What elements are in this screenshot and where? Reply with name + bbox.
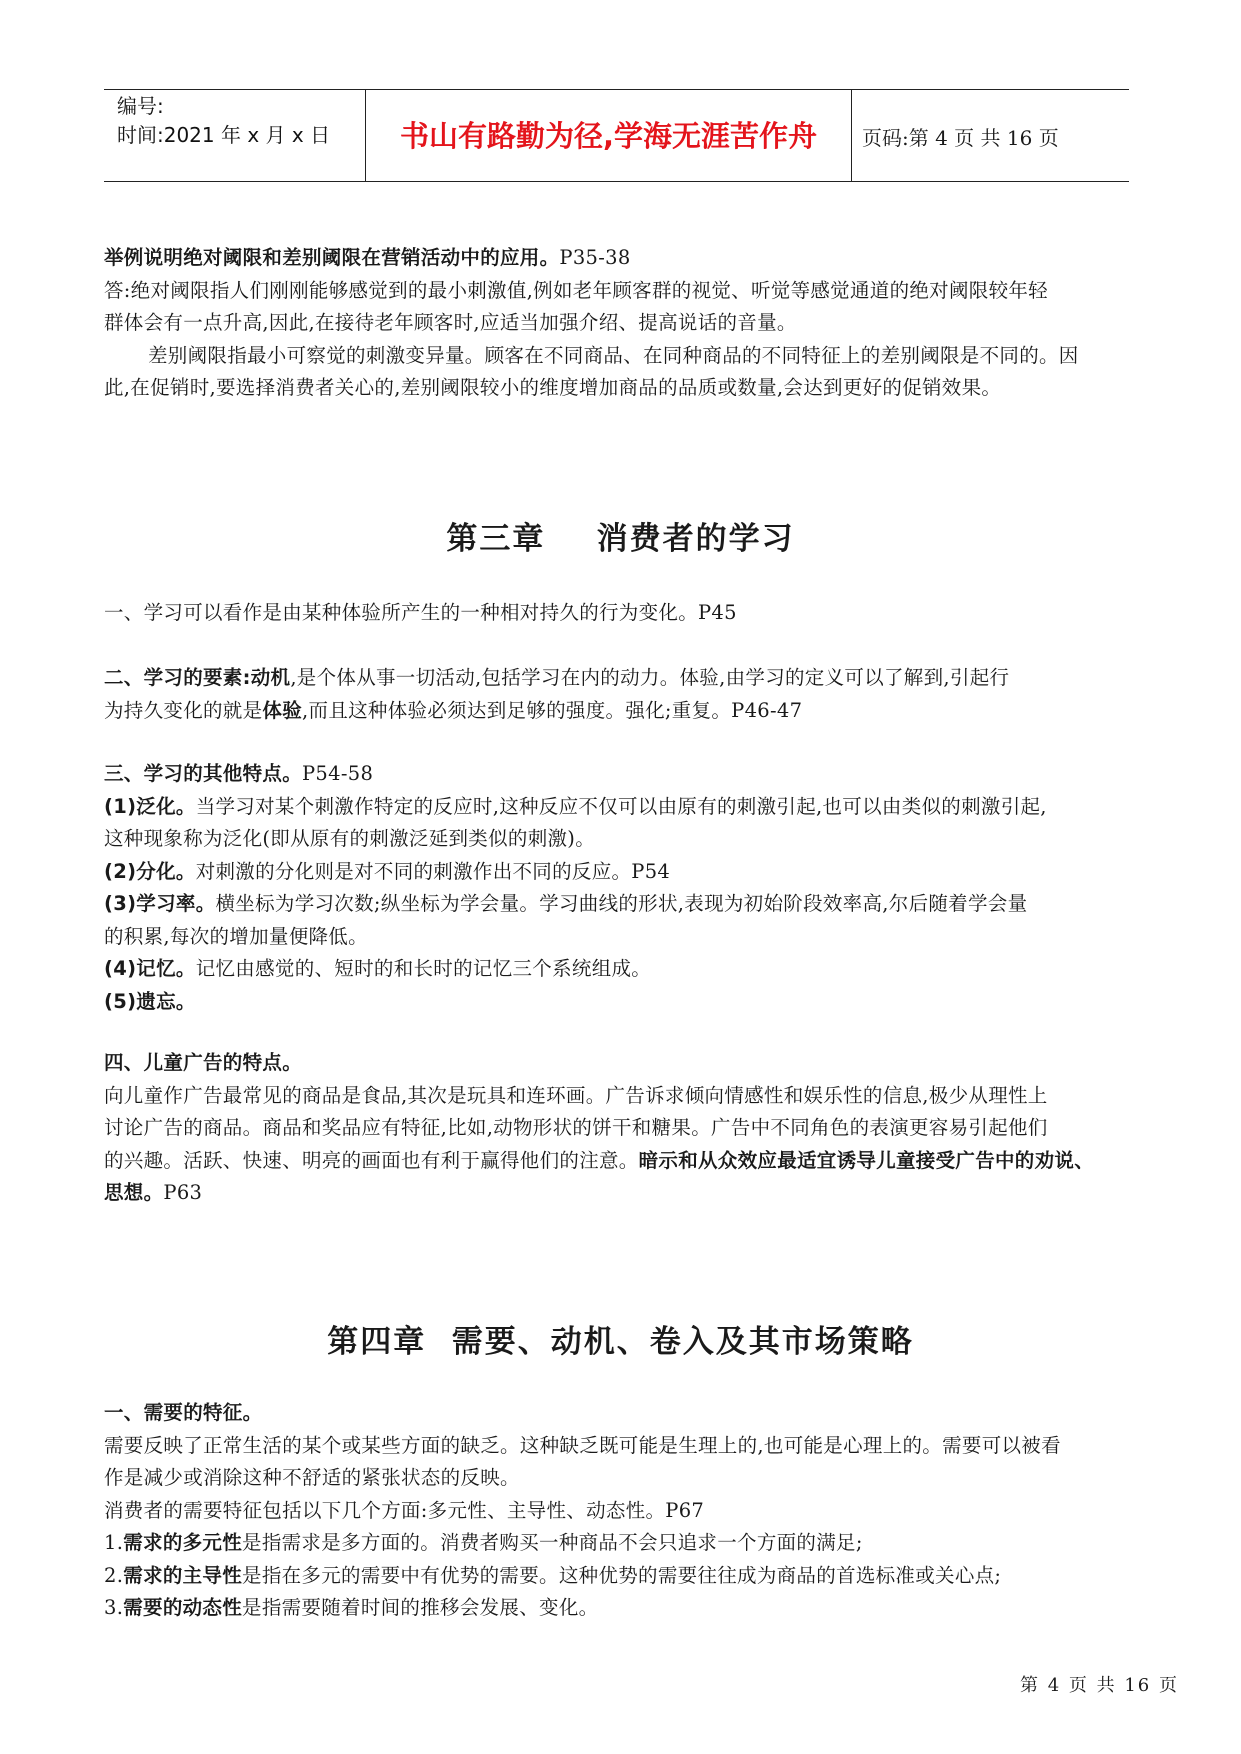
chapter4-feature-3-term: 需要的动态性 — [123, 1596, 243, 1619]
chapter3-item4-bold-4: 思想。 — [104, 1181, 164, 1204]
chapter4-feature-2-text: 是指在多元的需要中有优势的需要。这种优势的需要往往成为商品的首选标准或关心点; — [242, 1563, 1002, 1587]
chapter3-item2-text-3: ,而且这种体验必须达到足够的强度。强化;重复。P46-47 — [302, 698, 803, 722]
chapter3-point1-line-1 — [104, 791, 1177, 824]
thresholds-answer-line-1: 答:绝对阈限指人们刚刚能够感觉到的最小刺激值,例如老年顾客群的视觉、听觉等感觉通道的绝对阈限较年轻 — [104, 278, 1048, 302]
chapter3-title: 第三章 消费者的学习 — [446, 521, 795, 557]
chapter3-point1-text-2: 这种现象称为泛化(即从原有的刺激泛延到类似的刺激)。 — [104, 827, 596, 850]
chapter4-feature-2 — [104, 1560, 1177, 1593]
chapter4-feature-1 — [104, 1527, 1177, 1560]
thresholds-answer-line-2: 群体会有一点升高,因此,在接待老年顾客时,应适当加强介绍、提高说话的音量。 — [104, 311, 797, 334]
chapter3-item2-text-2: 为持久变化的就是 — [104, 698, 263, 722]
chapter3-point2-heading: (2)分化。 — [104, 859, 196, 883]
chapter3-point5-line — [104, 986, 1177, 1019]
chapter3-item2-bold-motivation: 动机 — [250, 666, 291, 689]
chapter4-feature-3 — [104, 1592, 1177, 1625]
chapter3-point3-heading: (3)学习率。 — [104, 892, 216, 915]
chapter3-point1-heading: (1)泛化。 — [104, 794, 196, 818]
chapter3-item4-ref: P63 — [163, 1181, 203, 1204]
chapter3-item3-ref: P54-58 — [302, 762, 374, 785]
chapter4-line-1: 需要反映了正常生活的某个或某些方面的缺乏。这种缺乏既可能是生理上的,也可能是心理上的。需要可以被看 — [104, 1433, 1061, 1457]
header-number: 编号: — [117, 94, 164, 118]
chapter4-line-2: 作是减少或消除这种不舒适的紧张状态的反映。 — [104, 1466, 520, 1489]
chapter3-item2-heading: 二、学习的要素: — [104, 666, 251, 689]
chapter3-point4-text: 记忆由感觉的、短时的和长时的记忆三个系统组成。 — [195, 957, 652, 980]
chapter3-point2-text: 对刺激的分化则是对不同的刺激作出不同的反应。P54 — [195, 859, 671, 883]
chapter3-item2 — [104, 662, 1177, 727]
chapter3-point4-heading: (4)记忆。 — [104, 957, 196, 980]
chapter4-feature-1-term: 需求的多元性 — [123, 1531, 243, 1554]
thresholds-question-ref: P35-38 — [559, 246, 631, 269]
chapter3-point4-line — [104, 953, 1177, 986]
header-meta — [117, 92, 330, 150]
chapter4-feature-3-num: 3. — [104, 1596, 124, 1619]
thresholds-question-line — [104, 242, 1177, 275]
chapter3-point2-line — [104, 856, 1177, 889]
header-divider-left — [365, 90, 366, 181]
chapter3-item2-text-1: ,是个体从事一切活动,包括学习在内的动力。体验,由学习的定义可以了解到,引起行 — [290, 666, 1010, 689]
chapter3-point1-text-1: 当学习对某个刺激作特定的反应时,这种反应不仅可以由原有的刺激引起,也可以由类似的刺激引起, — [195, 794, 1047, 818]
page-footer: 第 4 页 共 16 页 — [1020, 1675, 1179, 1696]
chapter4-feature-3-text: 是指需要随着时间的推移会发展、变化。 — [242, 1596, 599, 1619]
thresholds-section — [104, 242, 1177, 405]
chapter3-point5-heading: (5)遗忘。 — [104, 989, 196, 1013]
header-motto: 书山有路勤为径,学海无涯苦作舟 — [399, 119, 818, 153]
chapter3-item1 — [104, 597, 1177, 630]
chapter4-feature-1-num: 1. — [104, 1531, 124, 1554]
thresholds-answer-line-3: 差别阈限指最小可察觉的刺激变异量。顾客在不同商品、在同种商品的不同特征上的差别阈限是不同的。因 — [148, 343, 1079, 367]
chapter3-point3-text-2: 的积累,每次的增加量便降低。 — [104, 924, 368, 948]
header-page-info: 页码:第 4 页 共 16 页 — [862, 126, 1059, 150]
chapter3-item4-line-1: 向儿童作广告最常见的商品是食品,其次是玩具和连环画。广告诉求倾向情感性和娱乐性的信息,极少从理性上 — [104, 1083, 1048, 1107]
thresholds-answer-line-4: 此,在促销时,要选择消费者关心的,差别阈限较小的维度增加商品的品质或数量,会达到更好的促销效果。 — [104, 376, 1002, 399]
chapter3-point3-text-1: 横坐标为学习次数;纵坐标为学会量。学习曲线的形状,表现为初始阶段效率高,尔后随着学会量 — [215, 892, 1028, 915]
chapter4-item1 — [104, 1397, 1177, 1625]
header-divider-right — [851, 90, 852, 181]
thresholds-question: 举例说明绝对阈限和差别阈限在营销活动中的应用。 — [104, 246, 560, 269]
chapter4-feature-1-text: 是指需求是多方面的。消费者购买一种商品不会只追求一个方面的满足; — [242, 1531, 863, 1554]
chapter3-point3-line-1 — [104, 888, 1177, 921]
chapter4-feature-2-num: 2. — [104, 1563, 124, 1587]
chapter3-item3-heading-line — [104, 758, 1177, 791]
chapter3-item4-line-3 — [104, 1145, 1177, 1178]
header-bottom-rule — [104, 181, 1129, 182]
chapter4-item1-heading: 一、需要的特征。 — [104, 1401, 263, 1424]
chapter4-line-3: 消费者的需要特征包括以下几个方面:多元性、主导性、动态性。P67 — [104, 1498, 705, 1522]
chapter3-item4-text-3: 的兴趣。活跃、快速、明亮的画面也有利于赢得他们的注意。 — [104, 1148, 639, 1172]
chapter3-item2-line-2 — [104, 695, 1177, 728]
chapter3-item4-bold-3: 暗示和从众效应最适宜诱导儿童接受广告中的劝说、 — [638, 1148, 1095, 1172]
chapter3-item4-line-4 — [104, 1177, 1177, 1210]
chapter3-item4 — [104, 1047, 1177, 1210]
chapter3-item1-text: 一、学习可以看作是由某种体验所产生的一种相对持久的行为变化。P45 — [104, 601, 737, 624]
header-top-rule — [104, 89, 1129, 90]
chapter3-item2-bold-experience: 体验 — [262, 698, 303, 722]
chapter4-feature-2-term: 需求的主导性 — [123, 1563, 243, 1587]
chapter3-item3-heading: 三、学习的其他特点。 — [104, 762, 303, 785]
header-time: 时间:2021 年 x 月 x 日 — [117, 123, 331, 147]
chapter3-item2-line-1 — [104, 662, 1177, 695]
chapter3-item4-line-2: 讨论广告的商品。商品和奖品应有特征,比如,动物形状的饼干和糖果。广告中不同角色的表演更容易引起他们 — [104, 1116, 1048, 1139]
chapter4-title: 第四章 需要、动机、卷入及其市场策略 — [327, 1324, 914, 1360]
chapter3-item3 — [104, 758, 1177, 1018]
chapter3-item4-heading: 四、儿童广告的特点。 — [104, 1051, 303, 1074]
